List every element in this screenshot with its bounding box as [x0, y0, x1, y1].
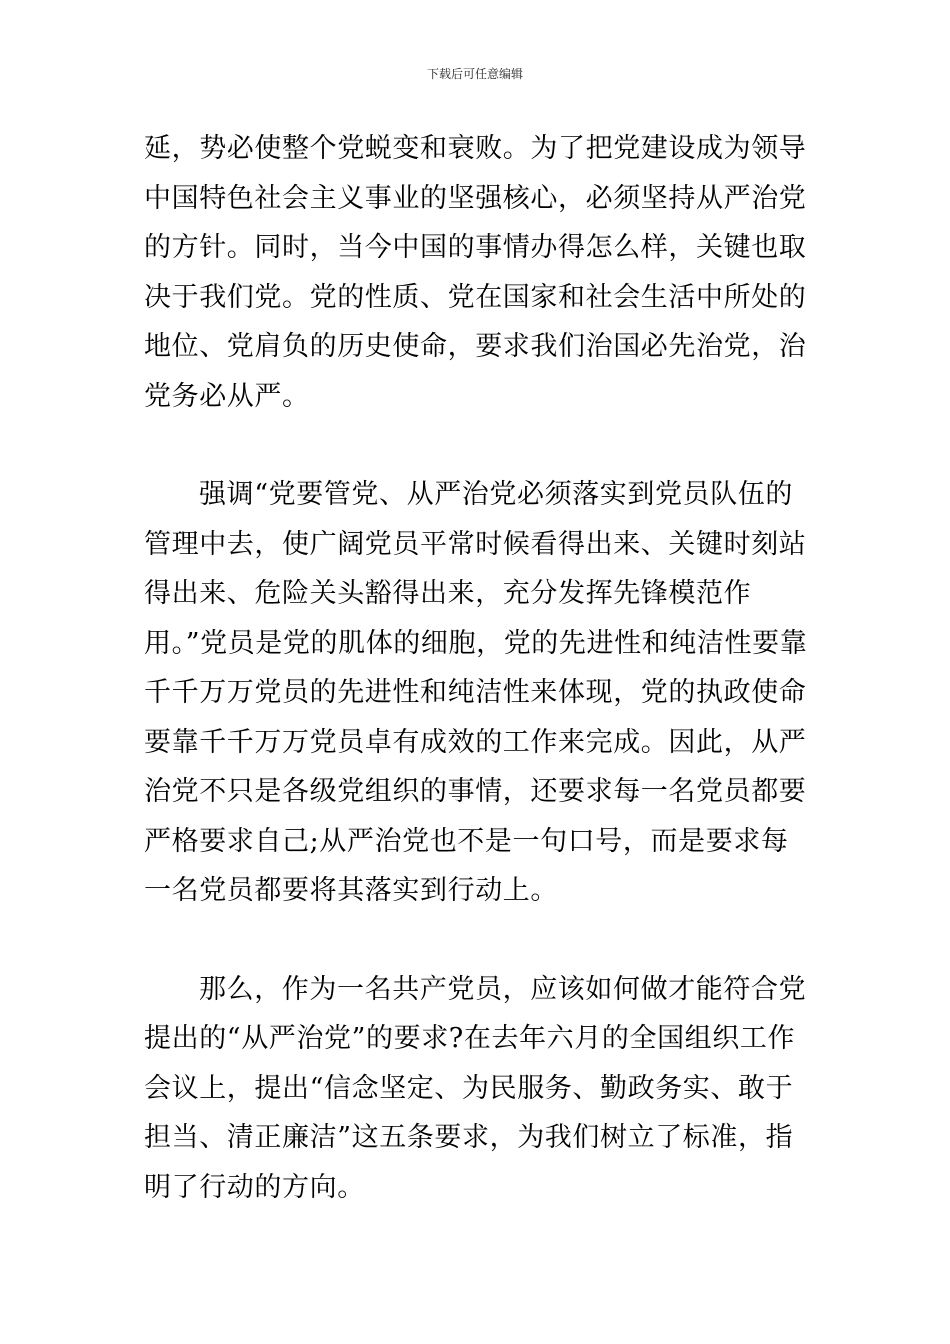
- page-header: 下载后可任意编辑: [426, 67, 523, 81]
- paragraph-gap: [144, 421, 809, 470]
- paragraph-gap: [144, 916, 809, 965]
- paragraph-2: 强调“党要管党、从严治党必须落实到党员队伍的管理中去，使广阔党员平常时候看得出来、关键时刻站得出来、危险关头豁得出来，充分发挥先锋模范作用。”党员是党的肌体的细胞，党的先进性和纯洁性要靠千千万万党员的先进性和纯洁性来体现，党的执政使命要靠千千万万党员卓有成效的工作来完成。因此，从严治党不只是各级党组织的事情，还要求每一名党员都要严格要求自己;从严治党也不是一句口号，而是要求每一名党员都要将其落实到行动上。: [144, 479, 808, 906]
- paragraph-3: 那么，作为一名共产党员，应该如何做才能符合党提出的“从严治党”的要求?在去年六月的全国组织工作会议上，提出“信念坚定、为民服务、勤政务实、敢于担当、清正廉洁”这五条要求，为我们树立了标准，指明了行动的方向。: [144, 973, 807, 1203]
- document-body: [144, 124, 809, 1212]
- paragraph-1: 延，势必使整个党蜕变和衰败。为了把党建设成为领导中国特色社会主义事业的坚强核心，必须坚持从严治党的方针。同时，当今中国的事情办得怎么样，关键也取决于我们党。党的性质、党在国家和社会生活中所处的地位、党肩负的历史使命，要求我们治国必先治党，治党务必从严。: [144, 133, 807, 412]
